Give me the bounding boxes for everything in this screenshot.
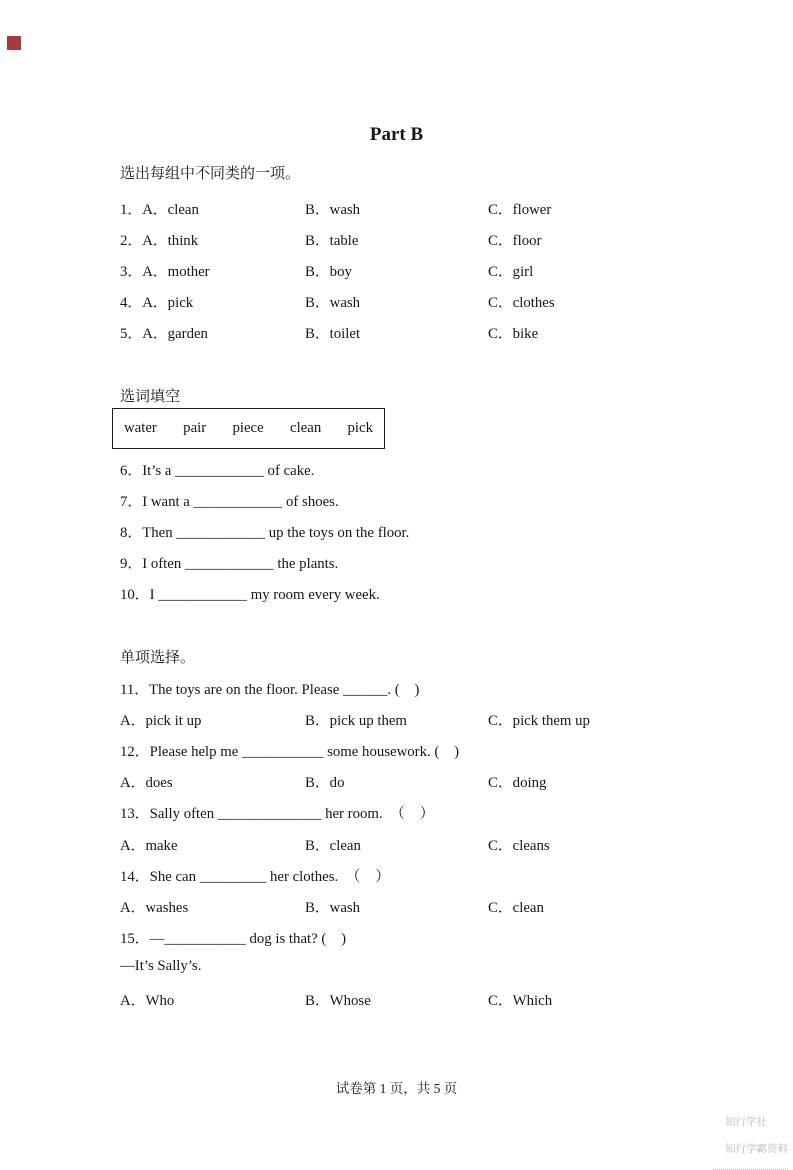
fill-item-9: 9．I often ____________ the plants. xyxy=(120,556,339,572)
q11-stem: 11．The toys are on the floor. Please ______. ( ) xyxy=(120,682,420,698)
q1-option-b: B．wash xyxy=(305,202,361,218)
q15-stem: 15．—___________ dog is that? ( ) xyxy=(120,931,347,947)
word-bank-item: water xyxy=(124,420,157,436)
q4-option-a: 4．A．pick xyxy=(120,295,194,311)
q3-option-a: 3．A．mother xyxy=(120,264,210,280)
q11-options xyxy=(120,709,680,730)
q4-option-c: C．clothes xyxy=(488,295,555,311)
q12-option-b: B．do xyxy=(305,775,345,791)
fill-item-6: 6．It’s a ____________ of cake. xyxy=(120,463,315,479)
word-bank-item: piece xyxy=(232,420,264,436)
q14-options xyxy=(120,896,680,917)
q15-option-a: A．Who xyxy=(120,993,175,1009)
q12-option-a: A．does xyxy=(120,775,173,791)
q2-option-a: 2．A．think xyxy=(120,233,199,249)
word-bank-item: pair xyxy=(183,420,207,436)
page-number-footer: 试卷第 1 页，共 5 页 xyxy=(335,1081,458,1096)
q13-options xyxy=(120,834,680,855)
q13-option-a: A．make xyxy=(120,838,178,854)
question-row-2 xyxy=(120,229,680,250)
fill-item-7: 7．I want a ____________ of shoes. xyxy=(120,494,339,510)
q15-options xyxy=(120,989,680,1010)
q14-option-b: B．wash xyxy=(305,900,361,916)
q15-option-c: C．Which xyxy=(488,993,553,1009)
word-bank-box xyxy=(112,408,385,449)
q12-option-c: C．doing xyxy=(488,775,547,791)
q13-option-b: B．clean xyxy=(305,838,361,854)
q2-option-b: B．table xyxy=(305,233,359,249)
section3-instruction: 单项选择。 xyxy=(120,650,196,666)
watermark-left: 知行学社 xyxy=(725,1116,767,1128)
q3-option-c: C．girl xyxy=(488,264,534,280)
q2-option-c: C．floor xyxy=(488,233,542,249)
watermark-right: 知行学霸资料 xyxy=(725,1143,788,1155)
question-row-5 xyxy=(120,322,680,343)
question-row-1 xyxy=(120,198,680,219)
fill-item-8: 8．Then ____________ up the toys on the floor. xyxy=(120,525,410,541)
q11-option-a: A．pick it up xyxy=(120,713,202,729)
watermark xyxy=(713,1102,788,1170)
word-bank-item: pick xyxy=(347,420,373,436)
section1-instruction: 选出每组中不同类的一项。 xyxy=(120,166,301,182)
q5-option-b: B．toilet xyxy=(305,326,361,342)
q12-stem: 12．Please help me ___________ some housework. ( ) xyxy=(120,744,460,760)
page-title: Part B xyxy=(369,124,424,145)
q15-option-b: B．Whose xyxy=(305,993,371,1009)
word-bank-item: clean xyxy=(290,420,322,436)
q14-stem: 14．She can _________ her clothes. （ ） xyxy=(120,869,390,885)
q11-option-b: B．pick up them xyxy=(305,713,407,729)
corner-marker xyxy=(7,36,21,50)
q12-options xyxy=(120,771,680,792)
q13-stem: 13．Sally often ______________ her room. （ ） xyxy=(120,806,435,822)
q5-option-c: C．bike xyxy=(488,326,539,342)
q11-option-c: C．pick them up xyxy=(488,713,590,729)
q14-option-a: A．washes xyxy=(120,900,189,916)
section2-instruction: 选词填空 xyxy=(120,389,181,405)
q15-answer-line: —It’s Sally’s. xyxy=(120,958,202,974)
q5-option-a: 5．A．garden xyxy=(120,326,208,342)
q1-option-c: C．flower xyxy=(488,202,552,218)
q13-option-c: C．cleans xyxy=(488,838,550,854)
question-row-3 xyxy=(120,260,680,281)
q3-option-b: B．boy xyxy=(305,264,352,280)
fill-item-10: 10．I ____________ my room every week. xyxy=(120,587,380,603)
q4-option-b: B．wash xyxy=(305,295,361,311)
q1-option-a: 1．A．clean xyxy=(120,202,199,218)
q14-option-c: C．clean xyxy=(488,900,544,916)
question-row-4 xyxy=(120,291,680,312)
